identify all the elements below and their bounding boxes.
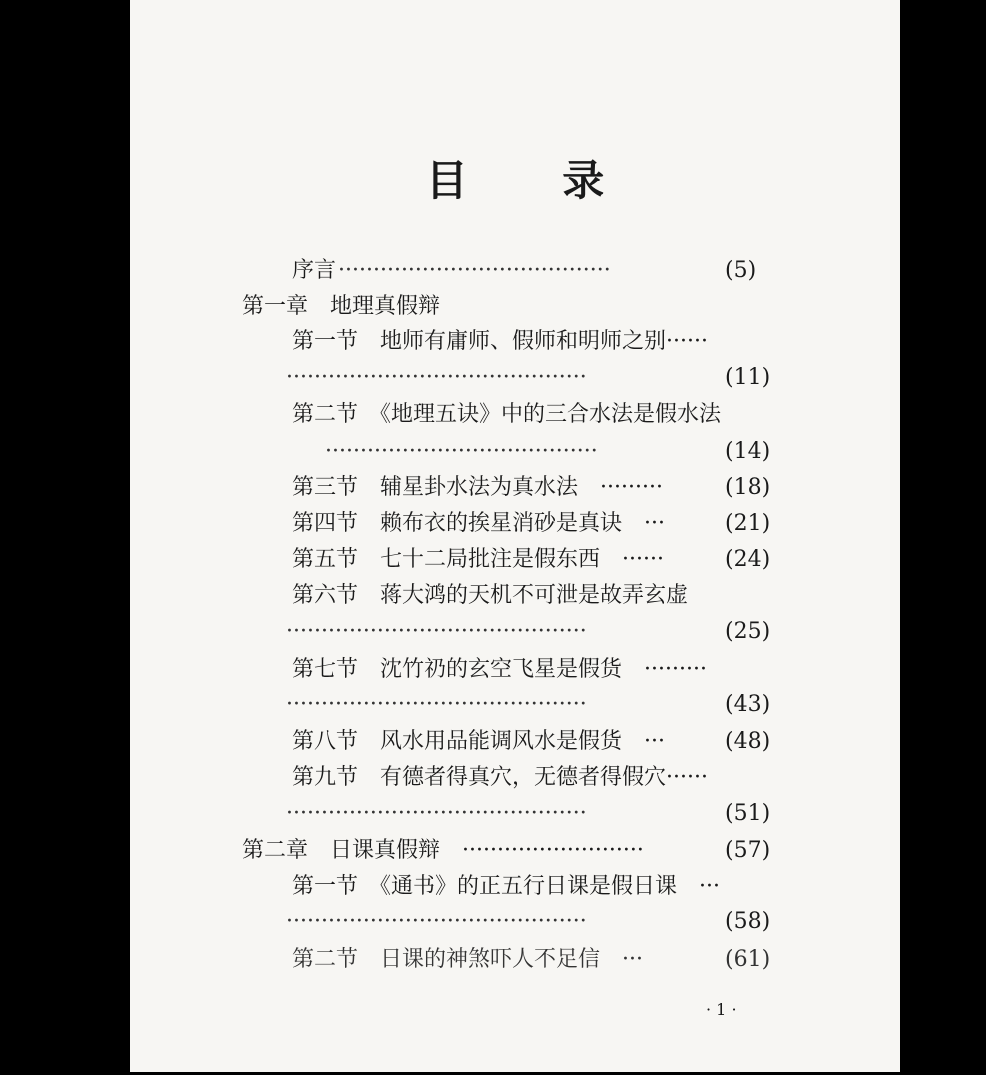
toc-entry-s7-dots: ···········································: [286, 692, 587, 717]
toc-entry-s4-page: (21): [725, 511, 771, 536]
toc-entry-s8-page: (48): [725, 729, 771, 754]
toc-entry-s1-label: 第一节 地师有庸师、假师和明师之别······: [292, 329, 708, 354]
toc-entry-s9-page: (51): [725, 801, 771, 826]
toc-entry-s3-page: (18): [725, 475, 771, 500]
toc-entry-s9-label: 第九节 有德者得真穴，无德者得假穴······: [292, 765, 708, 790]
toc-entry-s2-page: (14): [725, 439, 771, 464]
toc-entry-s1-page: (11): [725, 365, 771, 390]
toc-entry-preface-label: 序言: [292, 258, 337, 283]
toc-entry-s4-label: 第四节 赖布衣的挨星消砂是真诀 ···: [292, 511, 665, 536]
toc-entry-s8-label: 第八节 风水用品能调风水是假货 ···: [292, 729, 665, 754]
toc-entry-c2s2-page: (61): [725, 947, 771, 972]
toc-entry-s2-dots: ·······································: [325, 439, 598, 464]
toc-entry-c2s1-dots: ···········································: [286, 909, 587, 934]
toc-entry-s2-label: 第二节 《地理五诀》中的三合水法是假水法: [292, 402, 722, 427]
toc-chapter-2-page: (57): [725, 838, 771, 863]
page-title: 目 录: [425, 156, 645, 205]
toc-chapter-2: 第二章 日课真假辩 ··························: [242, 838, 644, 863]
toc-entry-s1-dots: ···········································: [286, 365, 587, 390]
book-page: [130, 0, 900, 1072]
toc-entry-s7-page: (43): [725, 692, 771, 717]
toc-entry-s7-label: 第七节 沈竹礽的玄空飞星是假货 ·········: [292, 657, 707, 682]
toc-entry-s6-dots: ···········································: [286, 619, 587, 644]
toc-entry-s9-dots: ···········································: [286, 801, 587, 826]
page-number: · 1 ·: [706, 1000, 737, 1019]
toc-entry-c2s1-label: 第一节 《通书》的正五行日课是假日课 ···: [292, 874, 720, 899]
toc-chapter-1: 第一章 地理真假辩: [242, 294, 441, 319]
toc-entry-s6-page: (25): [725, 619, 771, 644]
toc-entry-preface-dots: ·······································: [338, 258, 611, 283]
toc-entry-s3-label: 第三节 辅星卦水法为真水法 ·········: [292, 475, 663, 500]
toc-entry-s5-page: (24): [725, 547, 771, 572]
toc-entry-s6-label: 第六节 蒋大鸿的天机不可泄是故弄玄虚: [292, 583, 689, 608]
toc-entry-c2s1-page: (58): [725, 909, 771, 934]
toc-entry-s5-label: 第五节 七十二局批注是假东西 ······: [292, 547, 664, 572]
toc-entry-preface-page: (5): [725, 258, 757, 283]
toc-entry-c2s2-label: 第二节 日课的神煞吓人不足信 ···: [292, 947, 643, 972]
